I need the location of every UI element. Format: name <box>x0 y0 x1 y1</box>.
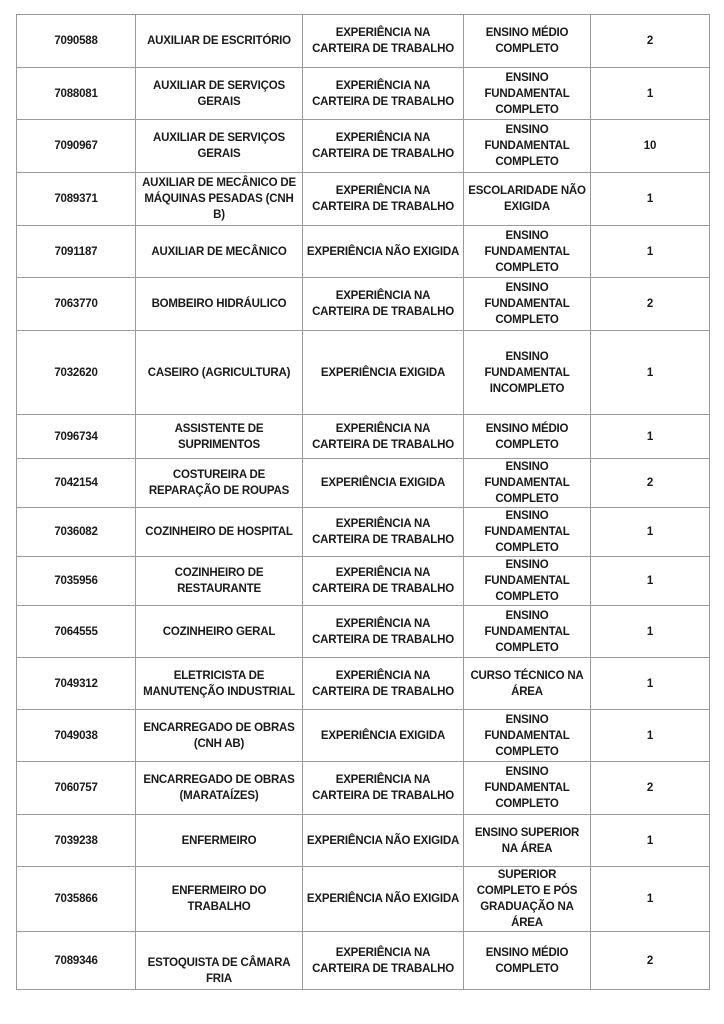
job-code-cell: 7035956 <box>17 557 136 606</box>
education-requirement-cell: ENSINO FUNDAMENTAL COMPLETO <box>464 459 591 508</box>
openings-count-cell: 2 <box>591 15 710 68</box>
table-row <box>17 815 710 867</box>
openings-count-cell: 1 <box>591 226 710 278</box>
table-row <box>17 762 710 815</box>
education-requirement-cell: ENSINO MÉDIO COMPLETO <box>464 415 591 459</box>
job-title-cell: AUXILIAR DE SERVIÇOS GERAIS <box>136 120 303 173</box>
openings-count-cell: 10 <box>591 120 710 173</box>
table-row <box>17 415 710 459</box>
openings-count-cell: 1 <box>591 606 710 658</box>
job-code-cell: 7049038 <box>17 710 136 762</box>
job-title-cell: ENFERMEIRO <box>136 815 303 867</box>
experience-requirement-cell: EXPERIÊNCIA NA CARTEIRA DE TRABALHO <box>303 415 464 459</box>
openings-count-cell: 1 <box>591 658 710 710</box>
job-title-cell: ASSISTENTE DE SUPRIMENTOS <box>136 415 303 459</box>
openings-count-cell: 1 <box>591 815 710 867</box>
job-code-cell: 7088081 <box>17 68 136 120</box>
experience-requirement-cell: EXPERIÊNCIA NÃO EXIGIDA <box>303 815 464 867</box>
table-row <box>17 508 710 557</box>
openings-count-cell: 1 <box>591 68 710 120</box>
openings-count-cell: 2 <box>591 762 710 815</box>
openings-count-cell: 2 <box>591 932 710 990</box>
job-title-cell: ENFERMEIRO DO TRABALHO <box>136 867 303 932</box>
experience-requirement-cell: EXPERIÊNCIA NA CARTEIRA DE TRABALHO <box>303 15 464 68</box>
education-requirement-cell: ENSINO FUNDAMENTAL COMPLETO <box>464 710 591 762</box>
job-code-cell: 7036082 <box>17 508 136 557</box>
openings-count-cell: 1 <box>591 415 710 459</box>
experience-requirement-cell: EXPERIÊNCIA NA CARTEIRA DE TRABALHO <box>303 606 464 658</box>
openings-count-cell: 1 <box>591 867 710 932</box>
education-requirement-cell: ENSINO SUPERIOR NA ÁREA <box>464 815 591 867</box>
table-row <box>17 15 710 68</box>
job-code-cell: 7089371 <box>17 173 136 226</box>
table-row <box>17 68 710 120</box>
education-requirement-cell: ENSINO FUNDAMENTAL COMPLETO <box>464 226 591 278</box>
experience-requirement-cell: EXPERIÊNCIA EXIGIDA <box>303 331 464 415</box>
experience-requirement-cell: EXPERIÊNCIA NA CARTEIRA DE TRABALHO <box>303 68 464 120</box>
openings-count-cell: 1 <box>591 557 710 606</box>
experience-requirement-cell: EXPERIÊNCIA NÃO EXIGIDA <box>303 867 464 932</box>
experience-requirement-cell: EXPERIÊNCIA NA CARTEIRA DE TRABALHO <box>303 278 464 331</box>
experience-requirement-cell: EXPERIÊNCIA NÃO EXIGIDA <box>303 226 464 278</box>
table-row <box>17 932 710 990</box>
job-title-cell: BOMBEIRO HIDRÁULICO <box>136 278 303 331</box>
education-requirement-cell: ENSINO FUNDAMENTAL COMPLETO <box>464 508 591 557</box>
experience-requirement-cell: EXPERIÊNCIA NA CARTEIRA DE TRABALHO <box>303 508 464 557</box>
education-requirement-cell: ENSINO FUNDAMENTAL COMPLETO <box>464 606 591 658</box>
job-code-cell: 7091187 <box>17 226 136 278</box>
education-requirement-cell: ENSINO MÉDIO COMPLETO <box>464 932 591 990</box>
job-title-cell: ENCARREGADO DE OBRAS (MARATAÍZES) <box>136 762 303 815</box>
experience-requirement-cell: EXPERIÊNCIA EXIGIDA <box>303 710 464 762</box>
job-openings-table <box>16 14 710 990</box>
table-row <box>17 658 710 710</box>
job-code-cell: 7096734 <box>17 415 136 459</box>
job-code-cell: 7049312 <box>17 658 136 710</box>
table-row <box>17 120 710 173</box>
table-row <box>17 459 710 508</box>
job-title-cell: CASEIRO (AGRICULTURA) <box>136 331 303 415</box>
education-requirement-cell: ENSINO FUNDAMENTAL COMPLETO <box>464 120 591 173</box>
education-requirement-cell: ENSINO FUNDAMENTAL COMPLETO <box>464 762 591 815</box>
job-code-cell: 7090967 <box>17 120 136 173</box>
experience-requirement-cell: EXPERIÊNCIA NA CARTEIRA DE TRABALHO <box>303 173 464 226</box>
job-code-cell: 7060757 <box>17 762 136 815</box>
job-title-cell: AUXILIAR DE SERVIÇOS GERAIS <box>136 68 303 120</box>
job-title-cell: AUXILIAR DE ESCRITÓRIO <box>136 15 303 68</box>
experience-requirement-cell: EXPERIÊNCIA NA CARTEIRA DE TRABALHO <box>303 120 464 173</box>
experience-requirement-cell: EXPERIÊNCIA NA CARTEIRA DE TRABALHO <box>303 557 464 606</box>
job-code-cell: 7035866 <box>17 867 136 932</box>
education-requirement-cell: ESCOLARIDADE NÃO EXIGIDA <box>464 173 591 226</box>
job-title-cell: ENCARREGADO DE OBRAS (CNH AB) <box>136 710 303 762</box>
job-code-cell: 7042154 <box>17 459 136 508</box>
job-title-cell: COSTUREIRA DE REPARAÇÃO DE ROUPAS <box>136 459 303 508</box>
table-row <box>17 606 710 658</box>
education-requirement-cell: ENSINO MÉDIO COMPLETO <box>464 15 591 68</box>
job-code-cell: 7090588 <box>17 15 136 68</box>
openings-count-cell: 1 <box>591 331 710 415</box>
experience-requirement-cell: EXPERIÊNCIA NA CARTEIRA DE TRABALHO <box>303 762 464 815</box>
job-title-cell: ESTOQUISTA DE CÂMARA FRIA <box>136 932 303 990</box>
openings-count-cell: 1 <box>591 710 710 762</box>
job-code-cell: 7039238 <box>17 815 136 867</box>
job-code-cell: 7064555 <box>17 606 136 658</box>
job-title-cell: COZINHEIRO GERAL <box>136 606 303 658</box>
job-title-cell: COZINHEIRO DE RESTAURANTE <box>136 557 303 606</box>
table-row <box>17 173 710 226</box>
experience-requirement-cell: EXPERIÊNCIA NA CARTEIRA DE TRABALHO <box>303 658 464 710</box>
openings-count-cell: 1 <box>591 508 710 557</box>
table-row <box>17 557 710 606</box>
education-requirement-cell: ENSINO FUNDAMENTAL COMPLETO <box>464 68 591 120</box>
job-code-cell: 7063770 <box>17 278 136 331</box>
openings-count-cell: 1 <box>591 173 710 226</box>
job-title-cell: AUXILIAR DE MECÂNICO DE MÁQUINAS PESADAS (CNH B) <box>136 173 303 226</box>
job-code-cell: 7032620 <box>17 331 136 415</box>
job-title-cell: ELETRICISTA DE MANUTENÇÃO INDUSTRIAL <box>136 658 303 710</box>
education-requirement-cell: ENSINO FUNDAMENTAL INCOMPLETO <box>464 331 591 415</box>
education-requirement-cell: ENSINO FUNDAMENTAL COMPLETO <box>464 557 591 606</box>
openings-count-cell: 2 <box>591 278 710 331</box>
table-row <box>17 226 710 278</box>
table-row <box>17 278 710 331</box>
experience-requirement-cell: EXPERIÊNCIA EXIGIDA <box>303 459 464 508</box>
table-row <box>17 867 710 932</box>
education-requirement-cell: SUPERIOR COMPLETO E PÓS GRADUAÇÃO NA ÁREA <box>464 867 591 932</box>
education-requirement-cell: ENSINO FUNDAMENTAL COMPLETO <box>464 278 591 331</box>
table-row <box>17 331 710 415</box>
education-requirement-cell: CURSO TÉCNICO NA ÁREA <box>464 658 591 710</box>
job-title-cell: AUXILIAR DE MECÂNICO <box>136 226 303 278</box>
experience-requirement-cell: EXPERIÊNCIA NA CARTEIRA DE TRABALHO <box>303 932 464 990</box>
openings-count-cell: 2 <box>591 459 710 508</box>
job-title-cell: COZINHEIRO DE HOSPITAL <box>136 508 303 557</box>
table-row <box>17 710 710 762</box>
job-code-cell: 7089346 <box>17 932 136 990</box>
